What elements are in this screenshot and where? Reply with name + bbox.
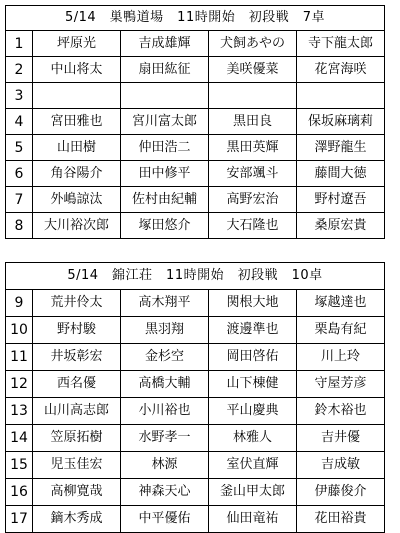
player-name-cell: 中山将太	[33, 57, 121, 83]
table-row	[6, 187, 385, 213]
row-number: 5	[6, 135, 33, 161]
player-name-cell: 釜山甲太郎	[209, 479, 297, 506]
player-name-cell: 犬飼あやの	[209, 31, 297, 57]
table-row	[6, 83, 385, 109]
row-number: 4	[6, 109, 33, 135]
player-name-cell: 花田裕貴	[297, 506, 385, 533]
player-name-cell	[33, 83, 121, 109]
player-name-cell: 金杉空	[121, 344, 209, 371]
row-number: 2	[6, 57, 33, 83]
row-number: 12	[6, 371, 33, 398]
player-name-cell: 荒井伶太	[33, 290, 121, 317]
player-name-cell: 藤間大徳	[297, 161, 385, 187]
player-name-cell: 野村駿	[33, 317, 121, 344]
player-name-cell: 山田樹	[33, 135, 121, 161]
row-number: 17	[6, 506, 33, 533]
row-number: 11	[6, 344, 33, 371]
player-name-cell: 寺下龍太郎	[297, 31, 385, 57]
row-number: 7	[6, 187, 33, 213]
player-name-cell: 中平優佑	[121, 506, 209, 533]
player-name-cell: 大石隆也	[209, 213, 297, 239]
player-name-cell: 井坂彰宏	[33, 344, 121, 371]
player-name-cell: 宮川富太郎	[121, 109, 209, 135]
table-body-section-2	[6, 263, 385, 533]
row-number: 6	[6, 161, 33, 187]
table-row	[6, 398, 385, 425]
player-name-cell: 平山慶典	[209, 398, 297, 425]
player-name-cell: 保坂麻璃莉	[297, 109, 385, 135]
player-name-cell: 宮田雅也	[33, 109, 121, 135]
player-name-cell: 林雅人	[209, 425, 297, 452]
table-row	[6, 371, 385, 398]
player-name-cell: 桑原宏貴	[297, 213, 385, 239]
player-name-cell	[297, 83, 385, 109]
player-name-cell	[209, 83, 297, 109]
player-name-cell: 児玉佳宏	[33, 452, 121, 479]
player-name-cell: 外嶋諒汰	[33, 187, 121, 213]
player-name-cell: 仲田浩二	[121, 135, 209, 161]
player-name-cell: 関根大地	[209, 290, 297, 317]
table-section-2	[5, 262, 385, 533]
player-name-cell: 笠原拓樹	[33, 425, 121, 452]
table-row	[6, 213, 385, 239]
title-row	[6, 6, 385, 31]
player-name-cell: 山下棟健	[209, 371, 297, 398]
player-name-cell: 守屋芳彦	[297, 371, 385, 398]
player-name-cell: 山川高志郎	[33, 398, 121, 425]
player-name-cell: 高野宏治	[209, 187, 297, 213]
table-row	[6, 506, 385, 533]
player-name-cell: 水野孝一	[121, 425, 209, 452]
table-row	[6, 344, 385, 371]
table-row	[6, 479, 385, 506]
player-name-cell: 野村遼吾	[297, 187, 385, 213]
table-row	[6, 290, 385, 317]
row-number: 13	[6, 398, 33, 425]
player-name-cell: 黒田良	[209, 109, 297, 135]
player-name-cell: 神森天心	[121, 479, 209, 506]
player-name-cell: 田中修平	[121, 161, 209, 187]
player-name-cell: 佐村由紀輔	[121, 187, 209, 213]
player-name-cell: 吉成敏	[297, 452, 385, 479]
table-row	[6, 317, 385, 344]
table-body-section-1	[6, 6, 385, 239]
player-name-cell: 黒羽翔	[121, 317, 209, 344]
row-number: 3	[6, 83, 33, 109]
player-name-cell: 坪原光	[33, 31, 121, 57]
player-name-cell: 吉井優	[297, 425, 385, 452]
row-number: 1	[6, 31, 33, 57]
player-name-cell: 扇田紘征	[121, 57, 209, 83]
player-name-cell: 小川裕也	[121, 398, 209, 425]
table-row	[6, 161, 385, 187]
table-row	[6, 425, 385, 452]
player-name-cell: 美咲優菜	[209, 57, 297, 83]
table-section-1	[5, 5, 385, 239]
player-name-cell: 花宮海咲	[297, 57, 385, 83]
player-name-cell: 吉成雄輝	[121, 31, 209, 57]
player-name-cell: 角谷陽介	[33, 161, 121, 187]
player-name-cell: 仙田竜祐	[209, 506, 297, 533]
player-name-cell: 室伏直輝	[209, 452, 297, 479]
table-row	[6, 452, 385, 479]
player-name-cell: 塚田悠介	[121, 213, 209, 239]
player-name-cell: 高木翔平	[121, 290, 209, 317]
row-number: 9	[6, 290, 33, 317]
row-number: 8	[6, 213, 33, 239]
row-number: 16	[6, 479, 33, 506]
player-name-cell: 渡邊準也	[209, 317, 297, 344]
player-name-cell: 鈴木裕也	[297, 398, 385, 425]
player-name-cell: 澤野龍生	[297, 135, 385, 161]
player-name-cell: 鏑木秀成	[33, 506, 121, 533]
row-number: 10	[6, 317, 33, 344]
title-row	[6, 263, 385, 290]
player-name-cell: 伊藤俊介	[297, 479, 385, 506]
player-name-cell: 西名優	[33, 371, 121, 398]
player-name-cell: 林源	[121, 452, 209, 479]
player-name-cell: 岡田啓佑	[209, 344, 297, 371]
section-1-title: 5/14 巣鴨道場 11時開始 初段戦 7卓	[6, 6, 385, 31]
player-name-cell: 塚越達也	[297, 290, 385, 317]
player-name-cell: 黒田英輝	[209, 135, 297, 161]
player-name-cell: 高柳寛哉	[33, 479, 121, 506]
player-name-cell: 川上玲	[297, 344, 385, 371]
row-number: 14	[6, 425, 33, 452]
player-name-cell: 栗島有紀	[297, 317, 385, 344]
player-name-cell: 安部颯斗	[209, 161, 297, 187]
player-name-cell	[121, 83, 209, 109]
table-row	[6, 31, 385, 57]
table-row	[6, 57, 385, 83]
table-row	[6, 135, 385, 161]
row-number: 15	[6, 452, 33, 479]
player-name-cell: 大川裕次郎	[33, 213, 121, 239]
section-2-title: 5/14 錦江荘 11時開始 初段戦 10卓	[6, 263, 385, 290]
player-name-cell: 高橋大輔	[121, 371, 209, 398]
table-row	[6, 109, 385, 135]
